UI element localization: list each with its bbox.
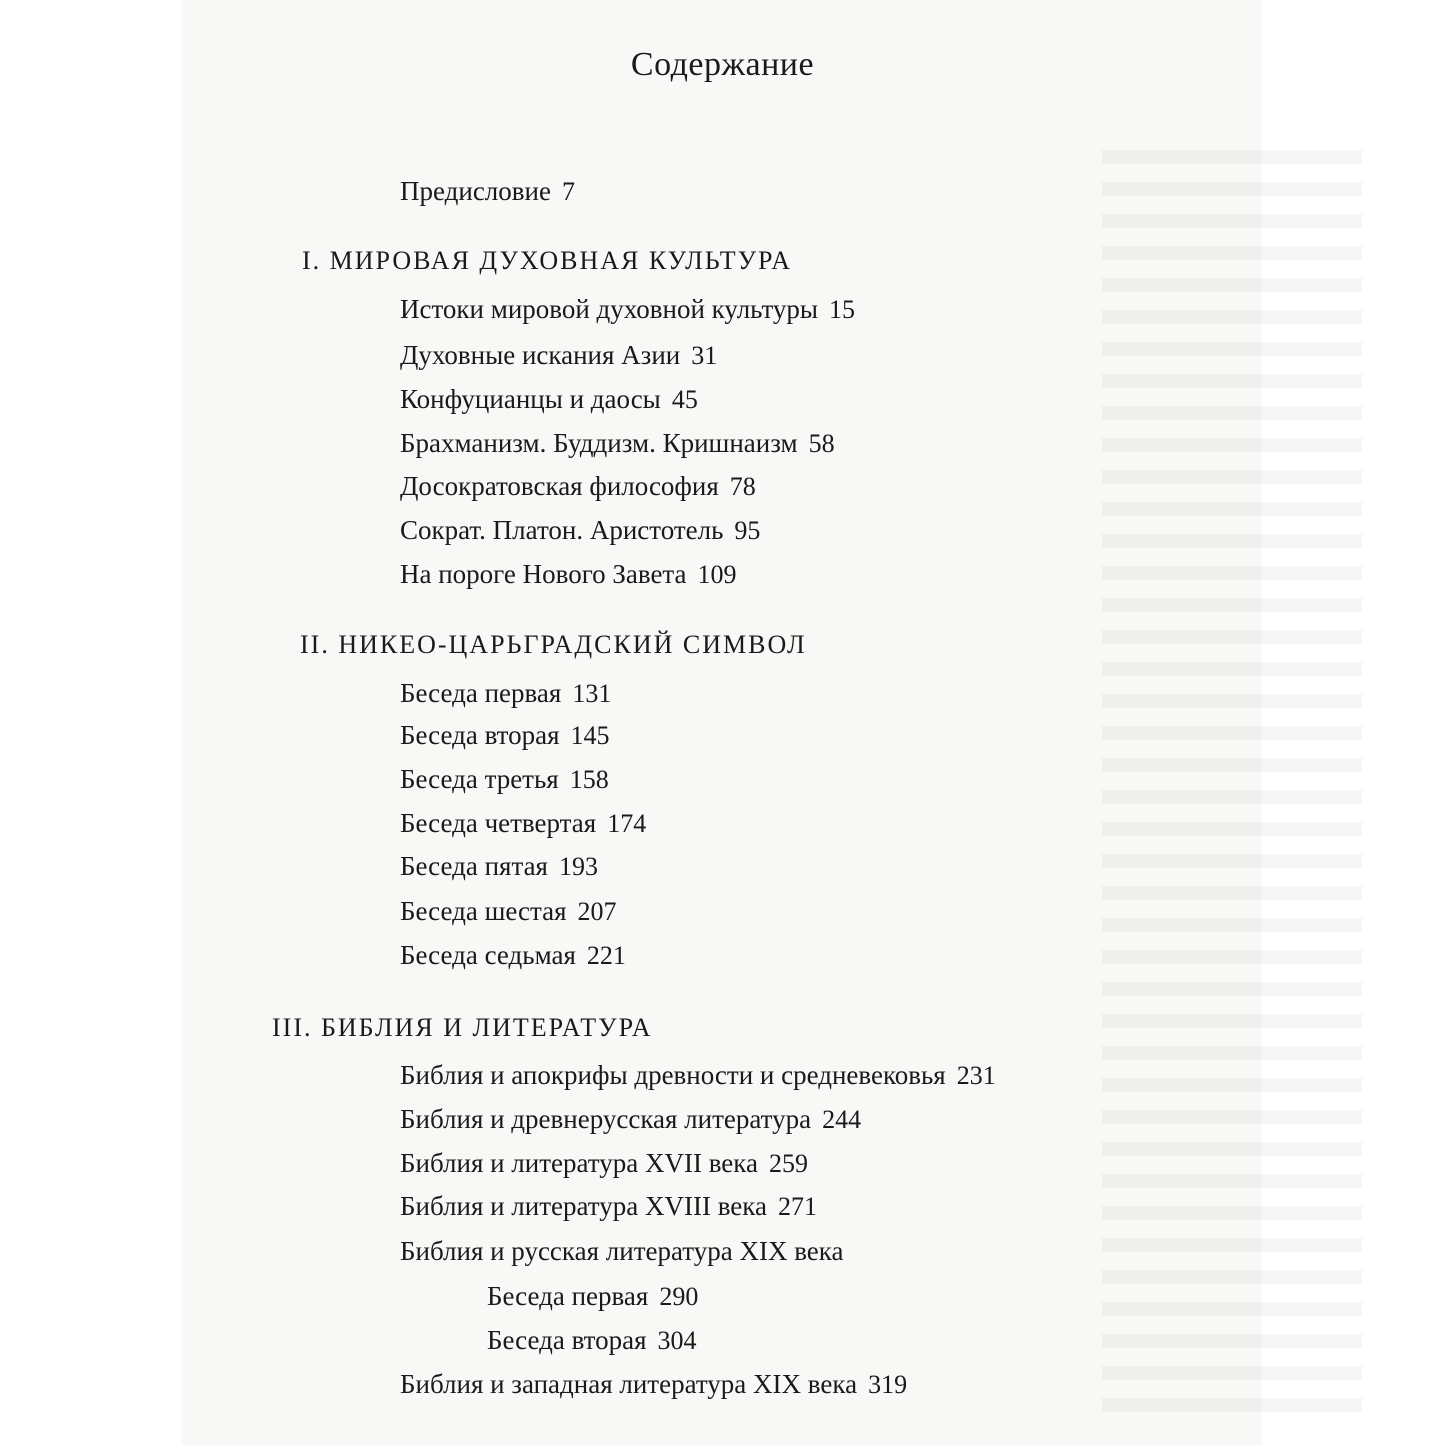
toc-entry (400, 853, 598, 880)
toc-entry (400, 1371, 907, 1398)
entry-page-number: 45 (671, 385, 698, 414)
bleed-through-texture (1102, 150, 1362, 1430)
entry-label: Беседа вторая (400, 720, 560, 750)
toc-entry (400, 342, 717, 369)
toc-subentry (487, 1327, 697, 1354)
toc-entry (400, 722, 610, 749)
entry-label: Беседа первая (487, 1281, 649, 1311)
entry-page-number: 95 (734, 516, 761, 545)
toc-entry (400, 766, 609, 793)
entry-page-number: 15 (829, 295, 856, 324)
entry-label: Беседа пятая (400, 851, 548, 881)
toc-subentry (487, 1283, 698, 1310)
entry-page-number: 231 (956, 1061, 996, 1090)
entry-label: Предисловие (400, 176, 551, 206)
entry-page-number: 158 (569, 765, 609, 794)
entry-page-number: 221 (586, 941, 626, 970)
entry-label: Беседа четвертая (400, 808, 597, 838)
entry-page-number: 193 (558, 852, 598, 881)
entry-label: Беседа шестая (400, 896, 567, 926)
entry-page-number: 319 (868, 1370, 908, 1399)
entry-label: Сократ. Платон. Аристотель (400, 515, 724, 545)
entry-page-number: 31 (691, 341, 718, 370)
toc-entry (400, 942, 626, 969)
toc-entry (400, 517, 760, 544)
entry-label: Брахманизм. Буддизм. Кришнаизм (400, 428, 798, 458)
entry-label: Библия и апокрифы древности и средневековья (400, 1060, 946, 1090)
section-heading-2: II. НИКЕО-ЦАРЬГРАДСКИЙ СИМВОЛ (300, 630, 807, 659)
entry-label: Беседа первая (400, 678, 562, 708)
toc-entry (400, 430, 835, 457)
toc-entry (400, 1106, 861, 1133)
entry-label: Библия и русская литература XIX века (400, 1236, 844, 1266)
entry-label: Библия и литература XVII века (400, 1148, 758, 1178)
toc-entry (400, 386, 698, 413)
toc-entry (400, 473, 756, 500)
entry-label: Беседа вторая (487, 1325, 647, 1355)
entry-page-number: 131 (572, 679, 612, 708)
entry-label: Беседа третья (400, 764, 559, 794)
entry-page-number: 290 (659, 1282, 699, 1311)
toc-entry (400, 1193, 817, 1220)
entry-label: На пороге Нового Завета (400, 559, 687, 589)
toc-entry (400, 1238, 854, 1265)
toc-entry (400, 1150, 808, 1177)
toc-entry (400, 561, 737, 588)
entry-page-number: 259 (768, 1149, 808, 1178)
entry-label: Истоки мировой духовной культуры (400, 294, 819, 324)
entry-label: Библия и древнерусская литература (400, 1104, 812, 1134)
toc-entry (400, 296, 855, 323)
toc-entry-preface (400, 178, 575, 205)
entry-page-number: 109 (697, 560, 737, 589)
toc-title: Содержание (630, 46, 815, 83)
toc-entry (400, 1062, 996, 1089)
toc-entry (400, 680, 611, 707)
entry-page-number: 304 (657, 1326, 697, 1355)
entry-page-number: 58 (808, 429, 835, 458)
entry-page-number: 271 (777, 1192, 817, 1221)
entry-page-number: 244 (822, 1105, 862, 1134)
entry-label: Беседа седьмая (400, 940, 576, 970)
entry-label: Библия и литература XVIII века (400, 1191, 767, 1221)
entry-label: Библия и западная литература XIX века (400, 1369, 858, 1399)
toc-entry (400, 898, 617, 925)
entry-page-number: 174 (607, 809, 647, 838)
entry-page-number: 78 (729, 472, 756, 501)
section-heading-1: I. МИРОВАЯ ДУХОВНАЯ КУЛЬТУРА (302, 246, 792, 275)
entry-page-number: 7 (561, 177, 575, 206)
entry-label: Конфуцианцы и даосы (400, 384, 661, 414)
entry-page-number: 207 (577, 897, 617, 926)
entry-page-number: 145 (570, 721, 610, 750)
toc-entry (400, 810, 646, 837)
book-page (182, 0, 1262, 1445)
section-heading-3: III. БИБЛИЯ И ЛИТЕРАТУРА (272, 1013, 653, 1042)
entry-label: Досократовская философия (400, 471, 719, 501)
entry-label: Духовные искания Азии (400, 340, 681, 370)
